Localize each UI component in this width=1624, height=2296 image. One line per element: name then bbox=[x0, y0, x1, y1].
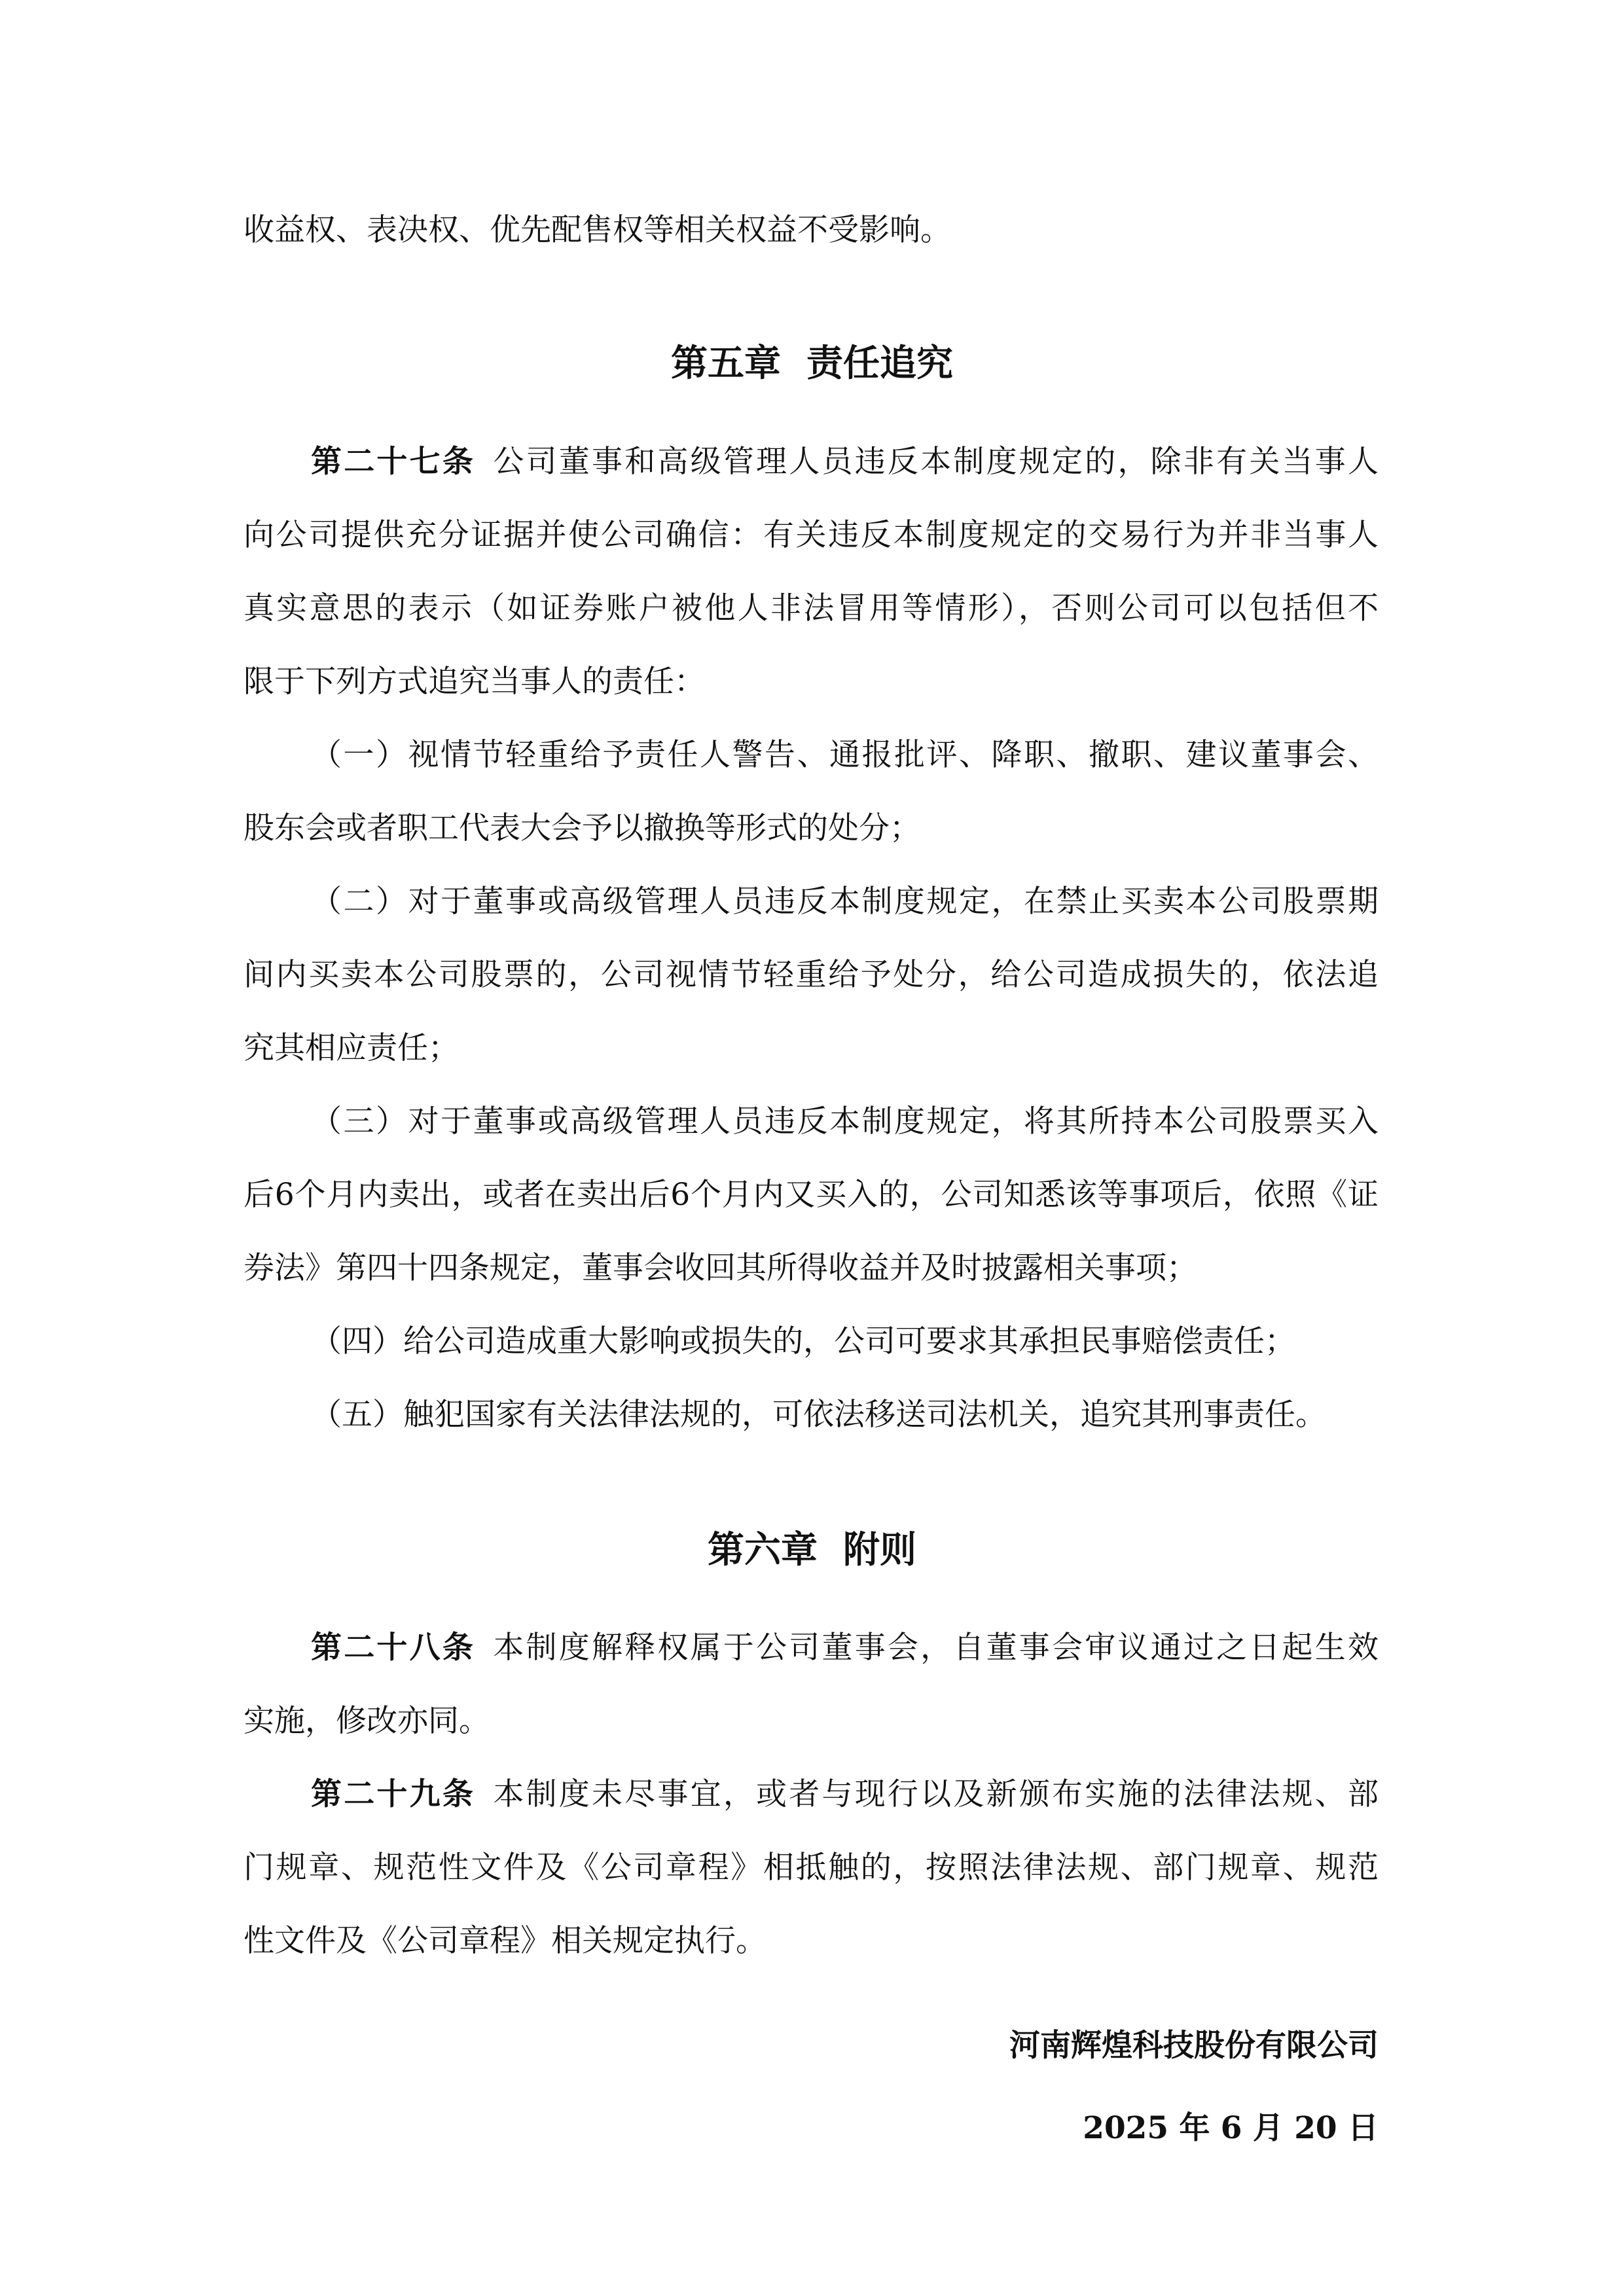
article-28-line-1 bbox=[311, 1628, 1379, 1668]
article-29-label: 第二十九条 bbox=[311, 1776, 476, 1812]
article-29-text: 本制度未尽事宜，或者与现行以及新颁布实施的法律法规、部 bbox=[491, 1776, 1379, 1812]
article-29-line-3: 性文件及《公司章程》相关规定执行。 bbox=[244, 1923, 767, 1959]
article-27-text: 公司董事和高级管理人员违反本制度规定的，除非有关当事人 bbox=[491, 444, 1379, 480]
article-29-line-1 bbox=[311, 1775, 1379, 1814]
article-27-line-4: 限于下列方式追究当事人的责任： bbox=[244, 664, 705, 700]
signature-date: 2025 年 6 月 20 日 bbox=[1083, 2110, 1379, 2146]
item-2-line-2: 间内买卖本公司股票的，公司视情节轻重给予处分，给公司造成损失的，依法追 bbox=[244, 957, 1379, 993]
article-28-text: 本制度解释权属于公司董事会，自董事会审议通过之日起生效 bbox=[491, 1630, 1379, 1666]
item-3-line-2: 后6个月内卖出，或者在卖出后6个月内又买入的，公司知悉该等事项后，依照《证 bbox=[244, 1177, 1379, 1213]
article-28-label: 第二十八条 bbox=[311, 1630, 476, 1666]
signature-company: 河南辉煌科技股份有限公司 bbox=[1009, 2028, 1379, 2064]
chapter-5-title: 第五章 责任追究 bbox=[671, 342, 953, 385]
item-2-line-1: （二）对于董事或高级管理人员违反本制度规定，在禁止买卖本公司股票期 bbox=[311, 884, 1379, 920]
item-4-line-1: （四）给公司造成重大影响或损失的，公司可要求其承担民事赔偿责任； bbox=[311, 1323, 1295, 1359]
item-5-line-1: （五）触犯国家有关法律法规的，可依法移送司法机关，追究其刑事责任。 bbox=[311, 1397, 1326, 1433]
item-2-line-3: 究其相应责任； bbox=[244, 1030, 459, 1066]
item-1-line-2: 股东会或者职工代表大会予以撤换等形式的处分； bbox=[244, 810, 920, 846]
article-28-line-2: 实施，修改亦同。 bbox=[244, 1703, 490, 1739]
article-27-line-2: 向公司提供充分证据并使公司确信：有关违反本制度规定的交易行为并非当事人 bbox=[244, 517, 1379, 553]
item-1-line-1: （一）视情节轻重给予责任人警告、通报批评、降职、撤职、建议董事会、 bbox=[311, 737, 1379, 773]
article-27-line-1 bbox=[311, 442, 1379, 482]
item-3-line-3: 券法》第四十四条规定，董事会收回其所得收益并及时披露相关事项； bbox=[244, 1250, 1197, 1286]
article-29-line-2: 门规章、规范性文件及《公司章程》相抵触的，按照法律法规、部门规章、规范 bbox=[244, 1850, 1379, 1886]
intro-line: 收益权、表决权、优先配售权等相关权益不受影响。 bbox=[244, 212, 951, 248]
article-27-label: 第二十七条 bbox=[311, 444, 476, 480]
article-27-line-3: 真实意思的表示（如证券账户被他人非法冒用等情形），否则公司可以包括但不 bbox=[244, 590, 1379, 626]
item-3-line-1: （三）对于董事或高级管理人员违反本制度规定，将其所持本公司股票买入 bbox=[311, 1103, 1379, 1139]
chapter-6-title: 第六章 附则 bbox=[708, 1528, 916, 1571]
